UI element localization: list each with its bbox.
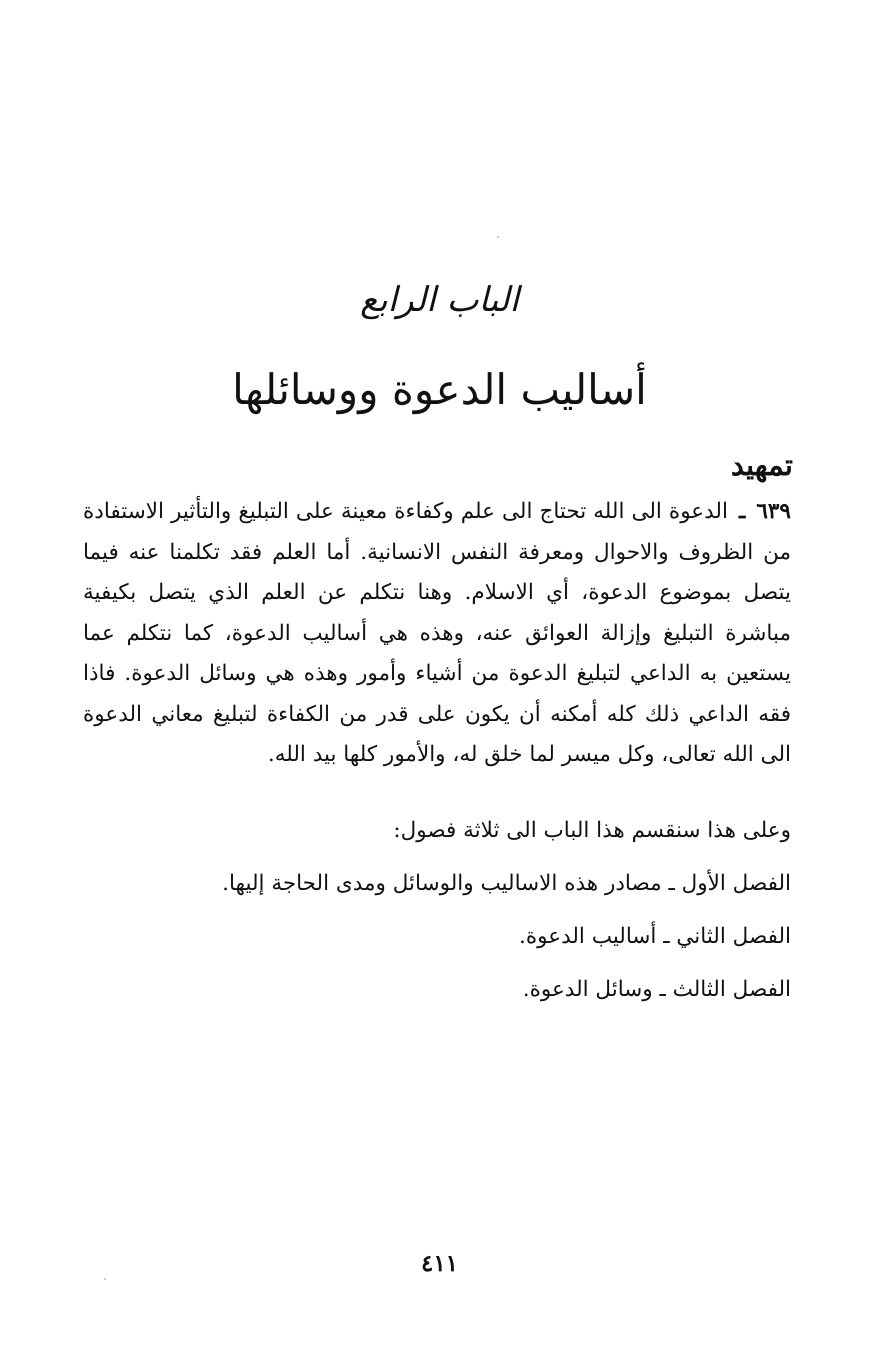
part-title: الباب الرابع bbox=[360, 280, 519, 320]
chapter-item-1: الفصل الأول ـ مصادر هذه الاساليب والوسائل ومدى الحاجة إليها. bbox=[222, 871, 791, 896]
main-title: أساليب الدعوة ووسائلها bbox=[232, 365, 647, 414]
chapter-item-3: الفصل الثالث ـ وسائل الدعوة. bbox=[522, 977, 791, 1002]
scan-speck bbox=[497, 236, 499, 238]
scan-speck bbox=[104, 1278, 106, 1280]
chapter-item-2: الفصل الثاني ـ أساليب الدعوة. bbox=[519, 924, 791, 949]
intro-heading: تمهيد bbox=[730, 448, 793, 482]
page-number: ٤١١ bbox=[420, 1250, 459, 1277]
chapters-list bbox=[83, 804, 791, 1016]
sections-intro: وعلى هذا سنقسم هذا الباب الى ثلاثة فصول: bbox=[393, 818, 791, 843]
paragraph-text: الدعوة الى الله تحتاج الى علم وكفاءة معينة على التبليغ والتأثير الاستفادة من الظروف والاحوال ومعرفة النفس الانسانية. أما العلم فقد تكلمنا عنه فيما يتصل بموضوع الدعوة، أي الاسلام. وهنا نتكلم عن العلم الذي يتصل بكيفية مباشرة التبليغ وإزالة العوائق عنه، وهذه هي أساليب الدعوة، كما نتكلم عما يستعين به الداعي لتبليغ الدعوة من أشياء وأمور وهذه هي وسائل الدعوة. فاذا فقه الداعي ذلك كله أمكنه أن يكون على قدر من الكفاءة لتبليغ معاني الدعوة الى الله تعالى، وكل ميسر لما خلق له، والأمور كلها بيد الله. bbox=[83, 499, 791, 767]
intro-paragraph bbox=[83, 492, 791, 776]
paragraph-number: ٦٣٩ bbox=[756, 499, 791, 524]
paragraph-dash: ـ bbox=[738, 499, 746, 524]
